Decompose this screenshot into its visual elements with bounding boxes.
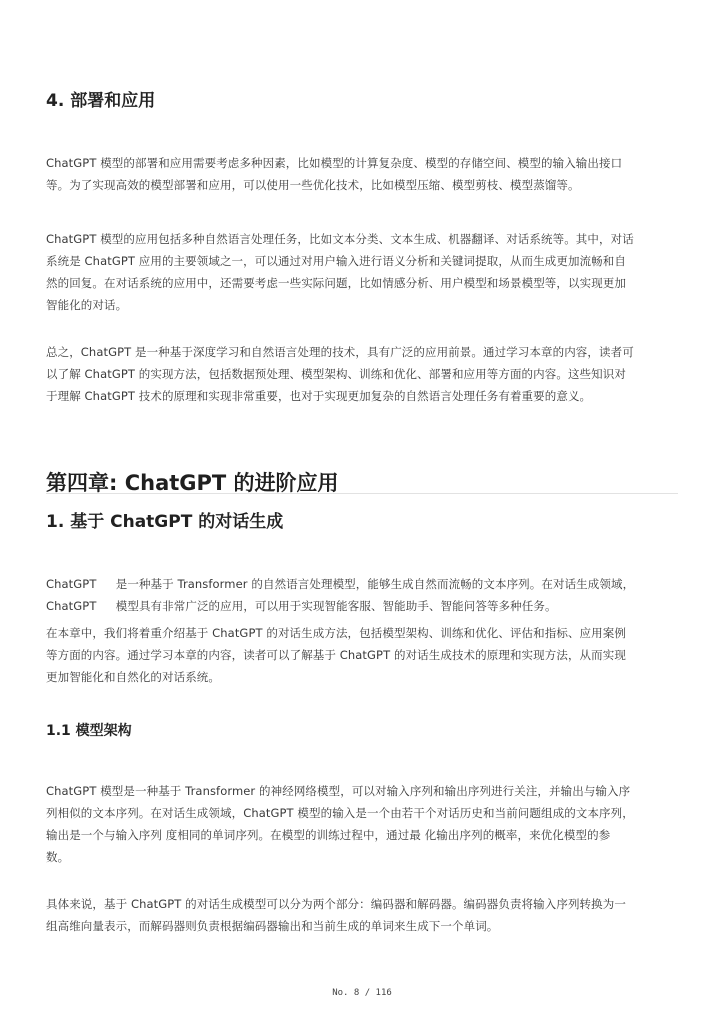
page-number: No. 8 / 116 xyxy=(332,988,392,998)
paragraph-dialogue-intro xyxy=(46,573,674,617)
text-line: 总之，ChatGPT 是一种基于深度学习和自然语言处理的技术，具有广泛的应用前景。通过学习本章的内容，读者可 xyxy=(46,345,634,359)
term-chatgpt: ChatGPT xyxy=(46,577,97,591)
text-line: 组高维向量表示，而解码器则负责根据编码器输出和当前生成的单词来生成下一个单词。 xyxy=(46,919,499,933)
line-text: 模型具有非常广泛的应用，可以用于实现智能客服、智能助手、智能问答等多种任务。 xyxy=(112,599,557,613)
text-line: 在本章中，我们将着重介绍基于 ChatGPT 的对话生成方法，包括模型架构、训练和优化、评估和指标、应用案例 xyxy=(46,626,626,640)
text-line: 以了解 ChatGPT 的实现方法，包括数据预处理、模型架构、训练和优化、部署和应用等方面的内容。这些知识对 xyxy=(46,367,626,381)
paragraph-summary xyxy=(46,341,674,407)
text-line: 具体来说，基于 ChatGPT 的对话生成模型可以分为两个部分：编码器和解码器。编码器负责将输入序列转换为一 xyxy=(46,897,626,911)
paragraph-deployment-intro xyxy=(46,152,674,196)
text-line: 等。为了实现高效的模型部署和应用，可以使用一些优化技术，比如模型压缩、模型剪枝、模型蒸馏等。 xyxy=(46,178,580,192)
paragraph-model-architecture xyxy=(46,780,674,868)
section-heading-deployment: 4. 部署和应用 xyxy=(46,91,156,111)
text-line: ChatGPT 模型是一种基于 Transformer 的神经网络模型，可以对输入序列和输出序列进行关注，并输出与输入序 xyxy=(46,784,631,798)
text-line: 智能化的对话。 xyxy=(46,298,128,312)
text-line: ChatGPT 模型的应用包括多种自然语言处理任务，比如文本分类、文本生成、机器翻译、对话系统等。其中，对话 xyxy=(46,232,634,246)
term-chatgpt: ChatGPT xyxy=(46,599,97,613)
paragraph-encoder-decoder xyxy=(46,893,674,937)
text-line: 等方面的内容。通过学习本章的内容，读者可以了解基于 ChatGPT 的对话生成技术的原理和实现方法，从而实现 xyxy=(46,648,626,662)
paragraph-applications xyxy=(46,228,674,316)
text-line: 更加智能化和自然化的对话系统。 xyxy=(46,670,220,684)
line-text: 是一种基于 Transformer 的自然语言处理模型，能够生成自然而流畅的文本序列。在对话生成领域， xyxy=(112,577,635,591)
paragraph-chapter-overview xyxy=(46,622,674,688)
text-line: 输出是一个与输入序列 度相同的单词序列。在模型的训练过程中，通过最 化输出序列的概率，来优化模型的参 xyxy=(46,828,611,842)
text-line xyxy=(46,595,674,617)
text-line: 于理解 ChatGPT 技术的原理和实现非常重要，也对于实现更加复杂的自然语言处理任务有着重要的意义。 xyxy=(46,389,592,403)
text-line: 然的回复。在对话系统的应用中，还需要考虑一些实际问题，比如情感分析、用户模型和场景模型等，以实现更加 xyxy=(46,276,626,290)
text-line: 数。 xyxy=(46,850,70,864)
text-line: 系统是 ChatGPT 应用的主要领域之一，可以通过对用户输入进行语义分析和关键词提取，从而生成更加流畅和自 xyxy=(46,254,626,268)
section-heading-dialogue-generation: 1. 基于 ChatGPT 的对话生成 xyxy=(46,512,284,532)
chapter-title: 第四章: ChatGPT 的进阶应用 xyxy=(46,471,339,495)
subsection-heading-model-architecture: 1.1 模型架构 xyxy=(46,723,132,739)
text-line xyxy=(46,573,674,595)
text-line: ChatGPT 模型的部署和应用需要考虑多种因素，比如模型的计算复杂度、模型的存储空间、模型的输入输出接口 xyxy=(46,156,623,170)
chapter-divider xyxy=(46,493,678,494)
text-line: 列相似的文本序列。在对话生成领域，ChatGPT 模型的输入是一个由若干个对话历史和当前问题组成的文本序列， xyxy=(46,806,634,820)
